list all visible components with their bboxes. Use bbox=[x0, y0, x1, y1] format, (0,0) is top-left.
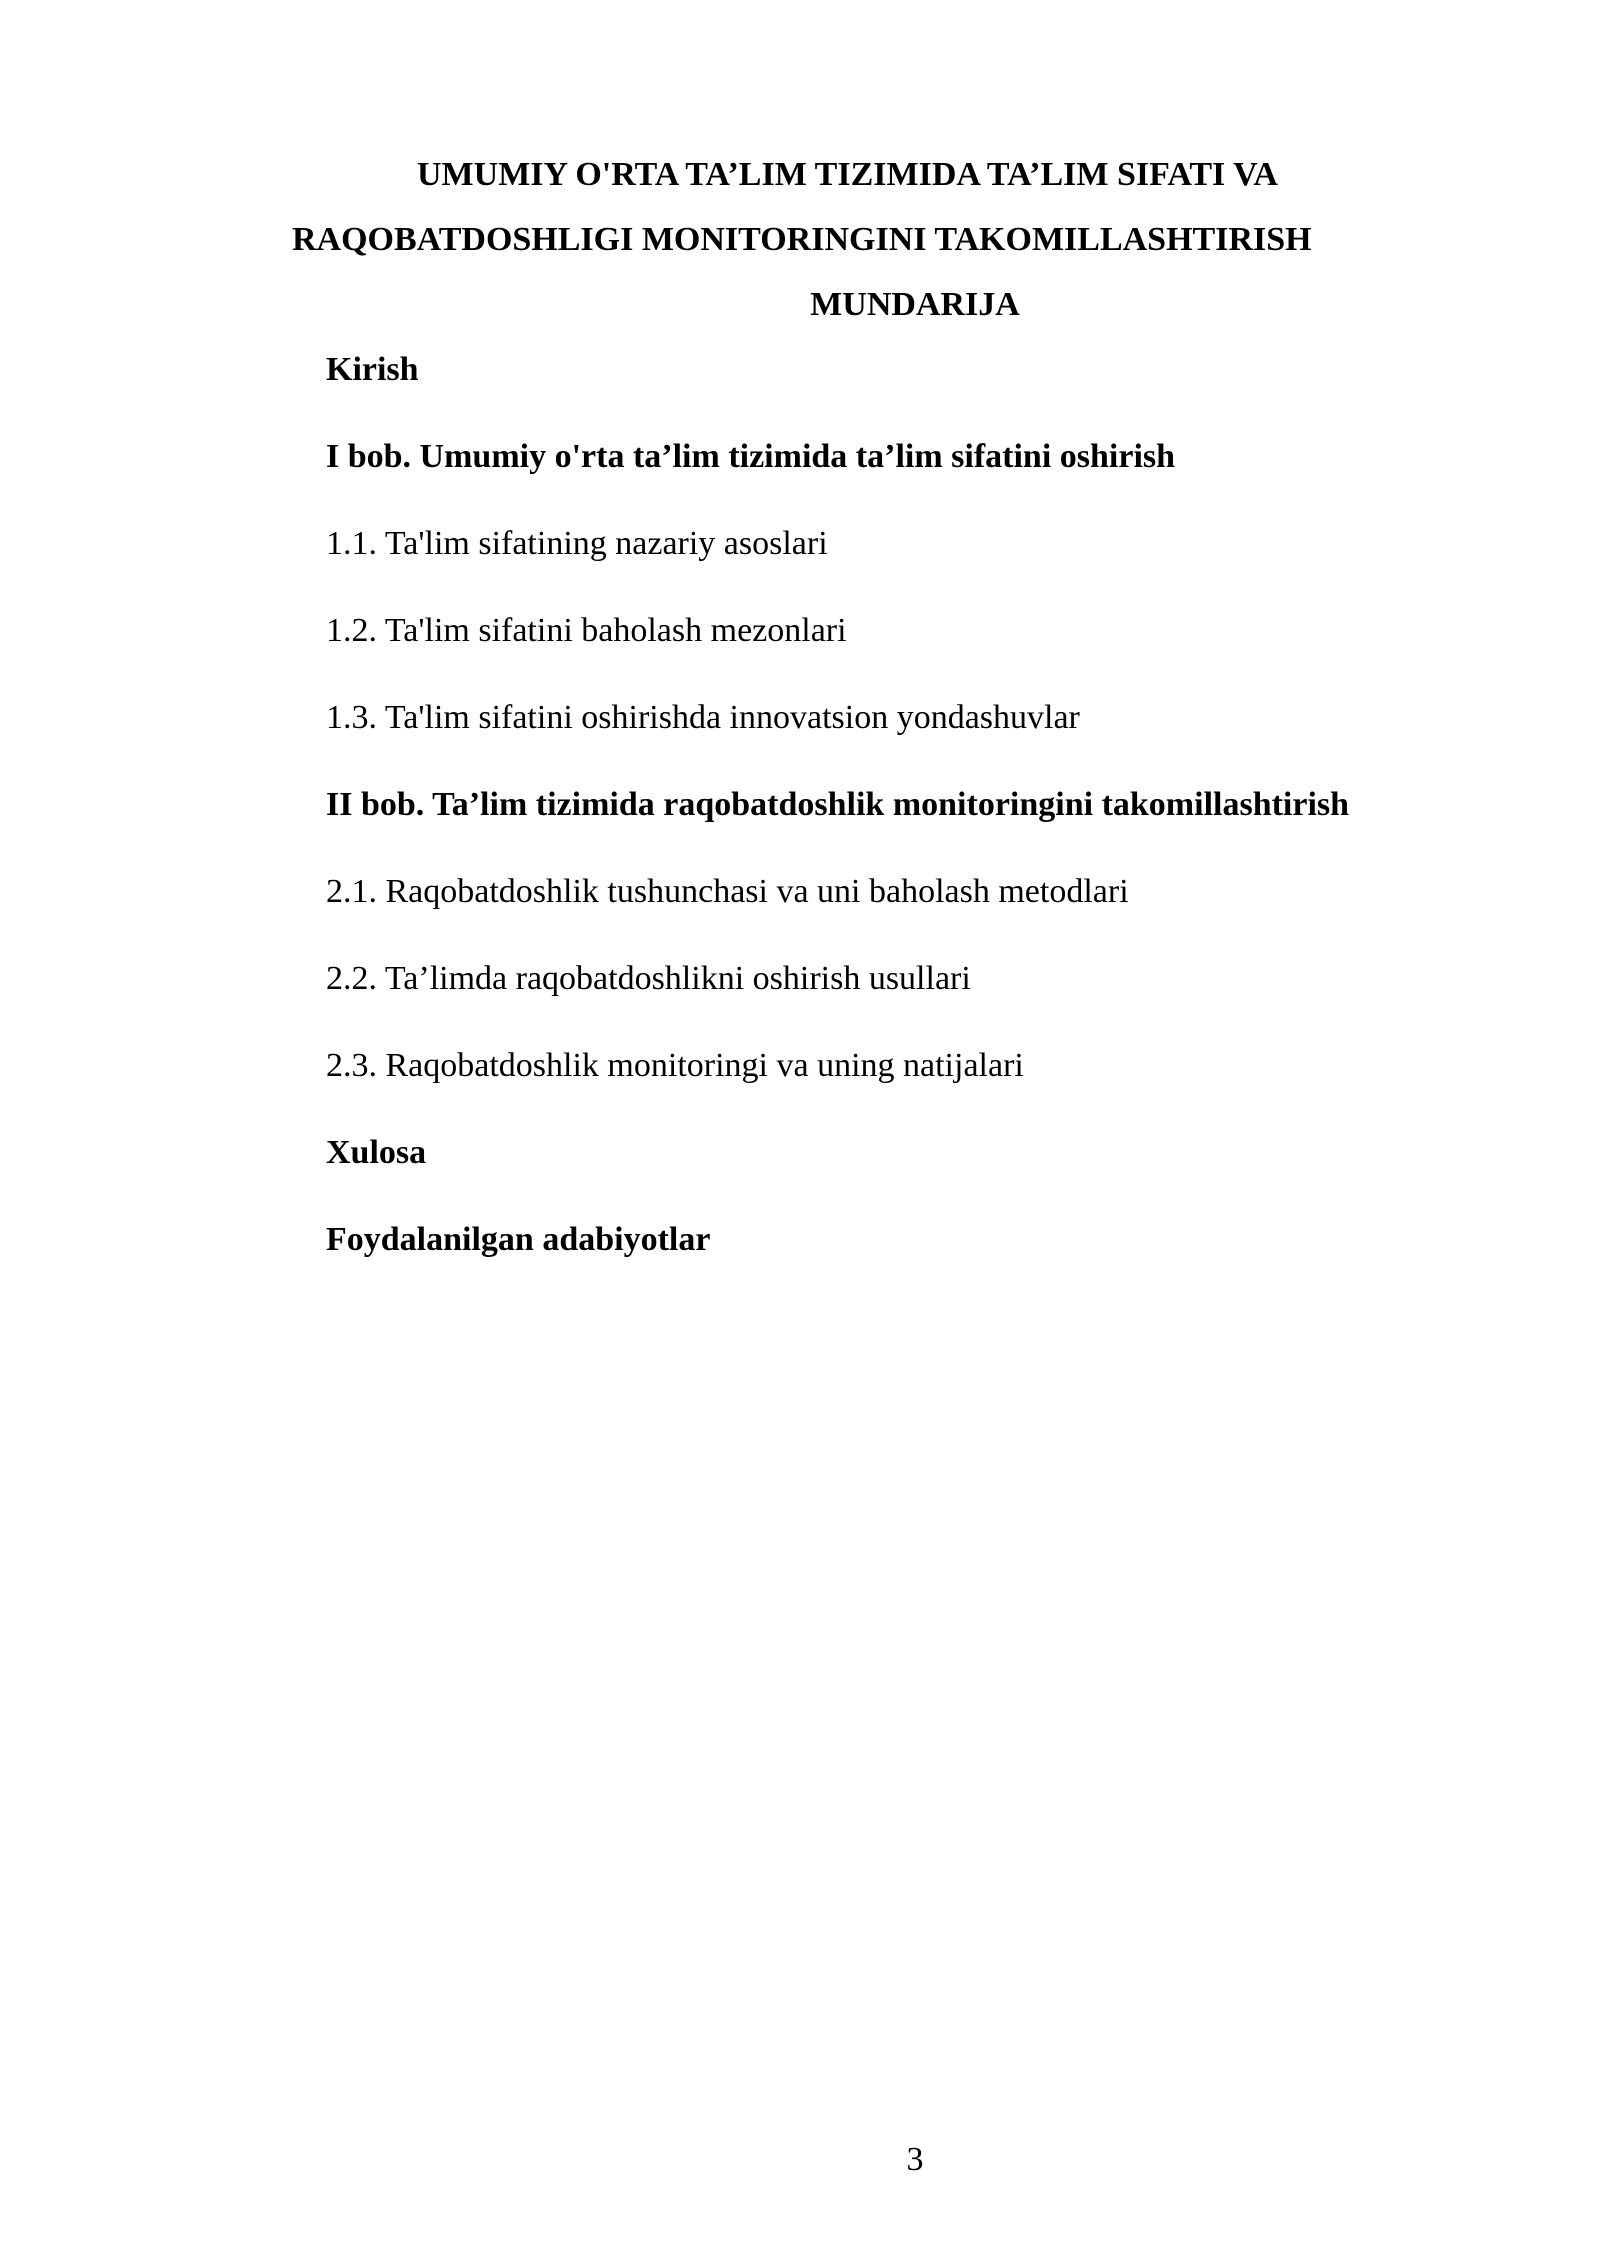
page-number: 3 bbox=[906, 2141, 924, 2178]
toc-item-chapter-2: II bob. Ta’lim tizimida raqobatdoshlik monitoringini takomillashtirish bbox=[326, 786, 1350, 823]
toc-item-chapter-1: I bob. Umumiy o'rta ta’lim tizimida ta’lim sifatini oshirish bbox=[326, 438, 1176, 475]
toc-item-section-2-1: 2.1. Raqobatdoshlik tushunchasi va uni baholash metodlari bbox=[326, 873, 1129, 910]
toc-item-introduction: Kirish bbox=[326, 351, 419, 388]
toc-item-section-1-3: 1.3. Ta'lim sifatini oshirishda innovatsion yondashuvlar bbox=[326, 699, 1080, 736]
document-title-line-1: UMUMIY O'RTA TA’LIM TIZIMIDA TA’LIM SIFATI VA bbox=[417, 156, 1278, 193]
document-title-line-2: RAQOBATDOSHLIGI MONITORINGINI TAKOMILLASHTIRISH bbox=[292, 221, 1312, 258]
toc-item-section-2-3: 2.3. Raqobatdoshlik monitoringi va uning natijalari bbox=[326, 1047, 1024, 1084]
toc-item-conclusion: Xulosa bbox=[326, 1134, 427, 1171]
toc-item-section-2-2: 2.2. Ta’limda raqobatdoshlikni oshirish usullari bbox=[326, 960, 971, 997]
toc-item-section-1-1: 1.1. Ta'lim sifatining nazariy asoslari bbox=[326, 525, 828, 562]
toc-item-references: Foydalanilgan adabiyotlar bbox=[326, 1221, 711, 1258]
toc-item-section-1-2: 1.2. Ta'lim sifatini baholash mezonlari bbox=[326, 612, 847, 649]
contents-heading: MUNDARIJA bbox=[810, 286, 1020, 323]
